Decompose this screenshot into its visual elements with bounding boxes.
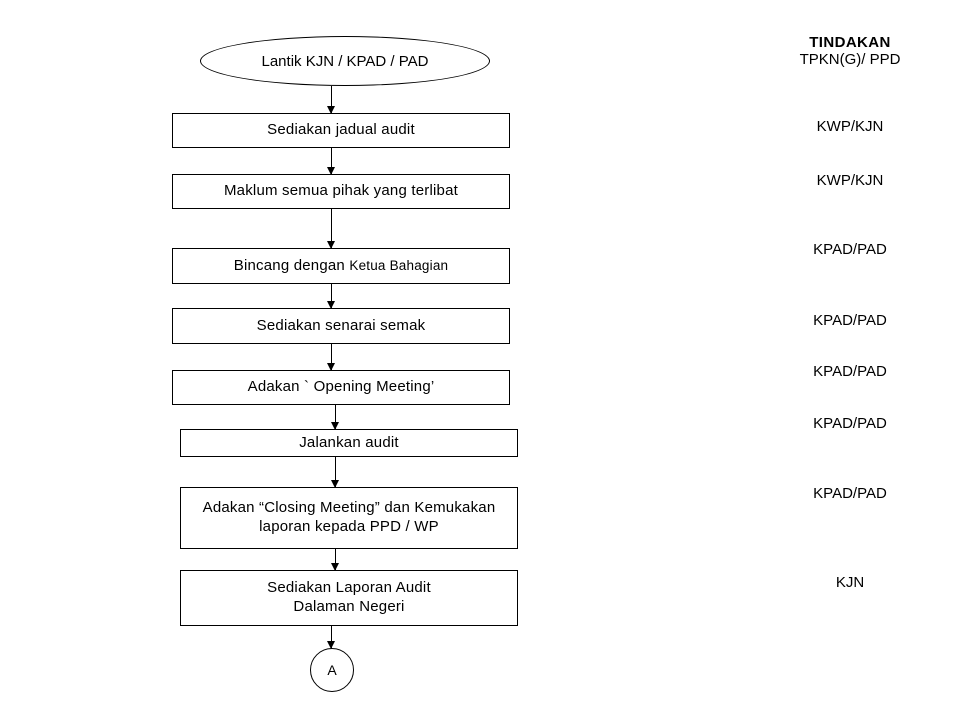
arrow-step-2-to-3 — [331, 209, 332, 248]
arrow-step-8-to-connector — [331, 626, 332, 648]
step-node-7-label-line-2: laporan kepada PPD / WP — [259, 518, 439, 535]
step-node-1-label: Sediakan jadual audit — [267, 121, 415, 139]
arrow-start-to-step-1 — [331, 86, 332, 113]
action-column-header — [752, 34, 948, 68]
step-node-8-label-line-1: Sediakan Laporan Audit — [267, 579, 431, 597]
arrow-step-5-to-6 — [335, 405, 336, 429]
arrow-step-3-to-4 — [331, 284, 332, 308]
arrow-step-6-to-7 — [335, 457, 336, 487]
step-node-6-label: Jalankan audit — [299, 433, 399, 451]
arrow-step-1-to-2 — [331, 148, 332, 174]
action-column-heading: TINDAKAN — [809, 34, 891, 51]
step-node-5-label: Adakan ` Opening Meeting’ — [247, 378, 435, 396]
start-node[interactable] — [200, 36, 490, 86]
step-node-2-label: Maklum semua pihak yang terlibat — [223, 182, 458, 200]
step-node-7-label-line-1: Adakan “Closing Meeting” dan Kemukakan — [202, 499, 496, 517]
action-label-7: KPAD/PAD — [813, 485, 887, 502]
action-label-6: KPAD/PAD — [813, 415, 887, 432]
action-label-2: KWP/KJN — [816, 172, 884, 189]
step-node-4-label: Sediakan senarai semak — [256, 316, 426, 334]
action-label-4: KPAD/PAD — [813, 312, 887, 329]
action-column-subheading: TPKN(G)/ PPD — [799, 51, 901, 68]
action-label-1: KWP/KJN — [816, 118, 884, 135]
start-node-label: Lantik KJN / KPAD / PAD — [261, 52, 429, 70]
step-node-1[interactable] — [172, 113, 510, 148]
action-label-3: KPAD/PAD — [813, 241, 887, 258]
step-node-8[interactable] — [180, 570, 518, 626]
step-node-8-label-line-2: Dalaman Negeri — [293, 598, 405, 615]
step-node-6[interactable] — [180, 429, 518, 457]
action-label-8: KJN — [835, 574, 865, 591]
connector-node-a[interactable] — [310, 648, 354, 692]
step-node-5[interactable] — [172, 370, 510, 405]
step-node-3-label-sub: Ketua Bahagian — [349, 257, 449, 273]
step-node-2[interactable] — [172, 174, 510, 209]
connector-node-a-label: A — [327, 662, 337, 678]
arrow-step-4-to-5 — [331, 344, 332, 370]
action-label-5: KPAD/PAD — [813, 363, 887, 380]
step-node-7[interactable] — [180, 487, 518, 549]
arrow-step-7-to-8 — [335, 549, 336, 570]
step-node-4[interactable] — [172, 308, 510, 344]
step-node-3[interactable] — [172, 248, 510, 284]
step-node-3-label: Bincang dengan — [233, 256, 350, 274]
